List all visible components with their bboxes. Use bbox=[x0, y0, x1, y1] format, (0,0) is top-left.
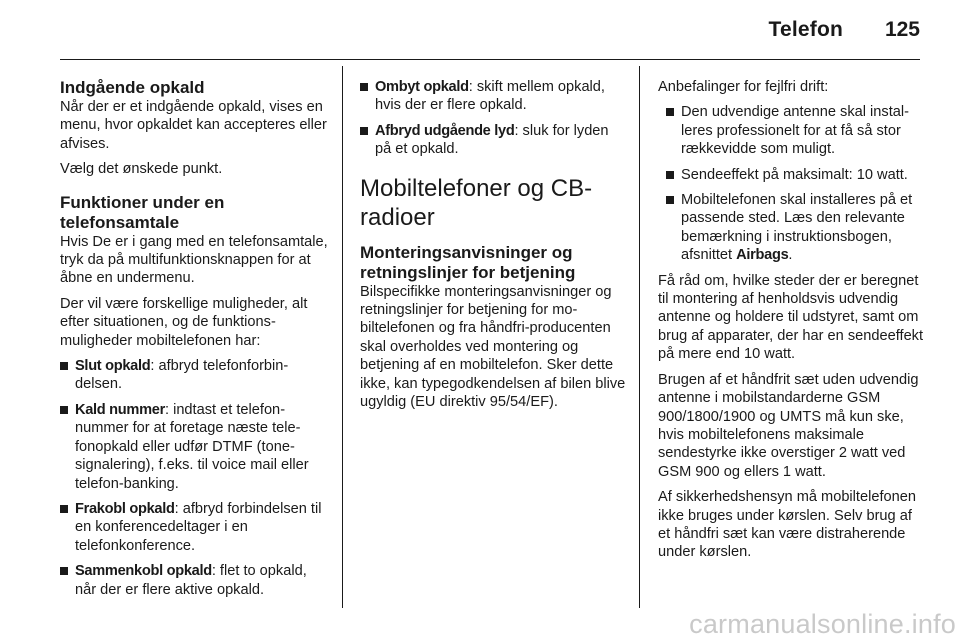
list-item bbox=[60, 401, 328, 493]
bullet-square-icon bbox=[60, 505, 68, 513]
section-heading-mobile-cb: Mobiltelefoner og CB-radioer bbox=[360, 174, 593, 231]
list-text: Den udvendige antenne skal installeres professionelt for at få så stor rækkevidde som muligt. bbox=[681, 104, 909, 158]
list-text: : afbryd telefonforbindelsen. bbox=[75, 358, 289, 393]
list-text: : sluk for lyden på et opkald. bbox=[375, 122, 609, 158]
heading-incoming-call: Indgående opkald bbox=[60, 78, 205, 97]
header-divider bbox=[60, 59, 920, 60]
bullet-list bbox=[60, 357, 328, 599]
list-item bbox=[360, 78, 628, 115]
paragraph: Anbefalinger for fejlfri drift: bbox=[658, 79, 829, 95]
column-3 bbox=[658, 78, 926, 569]
list-term: Kald nummer bbox=[75, 401, 165, 418]
bullet-square-icon bbox=[60, 567, 68, 575]
heading-installation: Monteringsanvisninger og retningslinjer for betjening bbox=[360, 242, 576, 282]
paragraph: Bilspecifikke monteringsanvisninger og retningslinjer for betjening for mobiltelefonen og fra håndfri-producenten skal overholdes ved montering og betjening af en mobiltelefon. Sker dette ikke, kan typegodkendelsen af bilen blive ugyldig (EU direktiv 95/54/EF). bbox=[360, 283, 626, 411]
list-term: Afbryd udgående lyd bbox=[375, 122, 515, 139]
list-item bbox=[60, 562, 328, 599]
list-text: : flet to opkald, når der er flere aktive opkald. bbox=[75, 563, 307, 598]
list-text-tail: . bbox=[788, 247, 793, 264]
list-term: Ombyt opkald bbox=[375, 79, 469, 95]
page-number: 125 bbox=[884, 18, 920, 41]
column-2 bbox=[360, 78, 628, 418]
list-term: Slut opkald bbox=[75, 358, 151, 375]
list-item bbox=[60, 500, 328, 555]
bullet-list bbox=[360, 78, 628, 159]
paragraph: Når der er et indgående opkald, vises en menu, hvor opkaldet kan accepteres eller afvises. bbox=[60, 99, 327, 152]
list-text: Mobiltelefonen skal installeres på et passende sted. Læs den relevante bemærkning i instruktionsbogen, afsnittet bbox=[681, 192, 913, 264]
list-item bbox=[60, 357, 328, 394]
column-divider bbox=[639, 66, 640, 608]
list-term: Frakobl opkald bbox=[75, 500, 175, 517]
page-title: Telefon bbox=[768, 18, 843, 41]
page-header bbox=[0, 0, 960, 60]
bullet-square-icon bbox=[60, 362, 68, 370]
bullet-square-icon bbox=[360, 127, 368, 135]
list-item bbox=[360, 122, 628, 159]
paragraph: Vælg det ønskede punkt. bbox=[60, 161, 223, 178]
bullet-square-icon bbox=[60, 406, 68, 414]
column-1 bbox=[60, 78, 328, 606]
paragraph: Brugen af et håndfrit sæt uden udvendig antenne i mobilstandarderne GSM 900/1800/1900 og UMTS må kun ske, hvis mobiltelefonens maksimale sendestyrke ikke overstiger 2 watt ved GSM 900 og ellers 1 watt. bbox=[658, 371, 919, 480]
paragraph: Der vil være forskellige muligheder, alt efter situationen, og de funktionsmuligheder mobiltelefonen har: bbox=[60, 295, 308, 349]
list-term: Airbags bbox=[736, 247, 789, 264]
paragraph: Af sikkerhedshensyn må mobiltelefonen ikke bruges under kørslen. Selv brug af et håndfri sæt kan være distraherende under kørslen. bbox=[658, 489, 916, 561]
heading-call-functions: Funktioner under en telefonsamtale bbox=[60, 192, 225, 232]
list-text: Sendeeffekt på maksimalt: 10 watt. bbox=[681, 166, 908, 183]
list-item bbox=[666, 191, 926, 265]
bullet-square-icon bbox=[666, 171, 674, 179]
column-divider bbox=[342, 66, 343, 608]
bullet-square-icon bbox=[666, 196, 674, 204]
bullet-square-icon bbox=[666, 108, 674, 116]
watermark: carmanualsonline.info bbox=[689, 609, 956, 639]
bullet-list bbox=[658, 103, 926, 264]
list-text: : skift mellem opkald, hvis der er flere opkald. bbox=[375, 79, 605, 114]
list-text: : afbryd forbindelsen til en konferencedeltager i en telefonkonference. bbox=[75, 500, 322, 554]
list-text: : indtast et telefonnummer for at foretage næste telefonopkald eller udfør DTMF (tonesignalering), f.eks. til voice mail eller telefon-banking. bbox=[75, 401, 309, 492]
list-item bbox=[666, 103, 926, 158]
paragraph: Hvis De er i gang med en telefonsamtale, tryk da på multifunktionsknappen for at åbne en undermenu. bbox=[60, 233, 328, 287]
paragraph: Få råd om, hvilke steder der er beregnet til montering af henholdsvis udvendig antenne og holdere til udstyret, samt om brug af apparater, der har en sendeeffekt på mere end 10 watt. bbox=[658, 272, 924, 363]
list-term: Sammenkobl opkald bbox=[75, 563, 212, 580]
bullet-square-icon bbox=[360, 83, 368, 91]
list-item bbox=[666, 166, 926, 184]
